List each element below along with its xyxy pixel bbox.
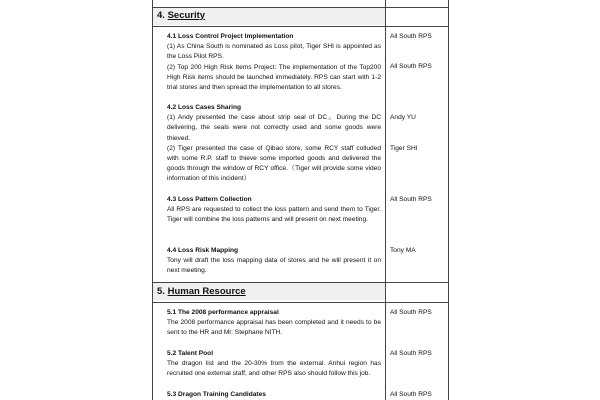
owner-cell: Tiger SHI [390,145,418,152]
item-4-3 [167,195,381,226]
item-paragraph: Tony will draft the loss mapping data of stores and he will present it on next meeting. [167,257,381,275]
item-heading: 5.1 The 2008 performance appraisal [167,309,279,316]
column-divider [385,0,386,400]
item-4-4 [167,246,381,277]
section-title-human-resource [157,286,246,297]
section-title-text: Security [167,10,206,21]
owner-cell: Tony MA [390,247,416,254]
item-paragraph: (2) Tiger presented the case of Qibao store, some RCY staff colluded with some R.P. staff to thieve some imported goods and delivered the goods through the window of RCY office.（Tiger will provide some video information of this incident） [167,144,381,183]
item-heading: 5.3 Dragon Training Candidates [167,391,266,398]
item-4-2 [167,103,381,185]
owner-cell: All South RPS [390,391,432,398]
item-heading: 4.4 Loss Risk Mapping [167,247,239,254]
owner-cell: All South RPS [390,309,432,316]
item-paragraph: The dragon list and the 20-30% from the external. Anhui region has recruited one external staff, and other RPS also should follow this job. [167,360,381,378]
owner-cell: All South RPS [390,63,432,70]
item-5-2 [167,349,381,380]
owner-cell: Andy YU [390,114,416,121]
row-divider [153,302,448,303]
section-number: 5. [157,286,165,297]
item-5-3 [167,390,381,400]
item-heading: 5.2 Talent Pool [167,350,214,357]
item-heading: 4.2 Loss Cases Sharing [167,104,242,111]
section-number: 4. [157,10,165,21]
owner-cell: All South RPS [390,33,432,40]
owner-cell: All South RPS [390,350,432,357]
row-divider [153,26,448,27]
item-heading: 4.1 Loss Control Project Implementation [167,33,294,40]
item-4-1 [167,32,381,93]
item-paragraph: (1) Andy presented the case about strip seal of DC。During the DC delivering, the seals were not correctly used and some goods were thieved. [167,114,381,142]
item-5-1 [167,308,381,339]
owner-cell: All South RPS [390,196,432,203]
section-title-text: Human Resource [167,286,246,297]
item-paragraph: (1) As China South is nominated as Loss pilot, Tiger SHI is appointed as the Loss Pilot RPS. [167,43,381,61]
minutes-table [152,0,449,400]
item-paragraph: (2) Top 200 High Risk Items Project: The implementation of the Top200 High Risk items should be launched immediately. RPS can start with 1-2 trial stores and then spread the implementation to all stores. [167,63,381,92]
item-heading: 4.3 Loss Pattern Collection [167,196,252,203]
section-title-security [157,10,205,21]
item-paragraph: The 2008 performance appraisal has been completed and it needs to be sent to the HR and Mr. Stephane NITH. [167,319,381,337]
item-paragraph: All RPS are requested to collect the loss pattern and send them to Tiger. Tiger will combine the loss patterns and will present on next meeting. [167,206,381,224]
